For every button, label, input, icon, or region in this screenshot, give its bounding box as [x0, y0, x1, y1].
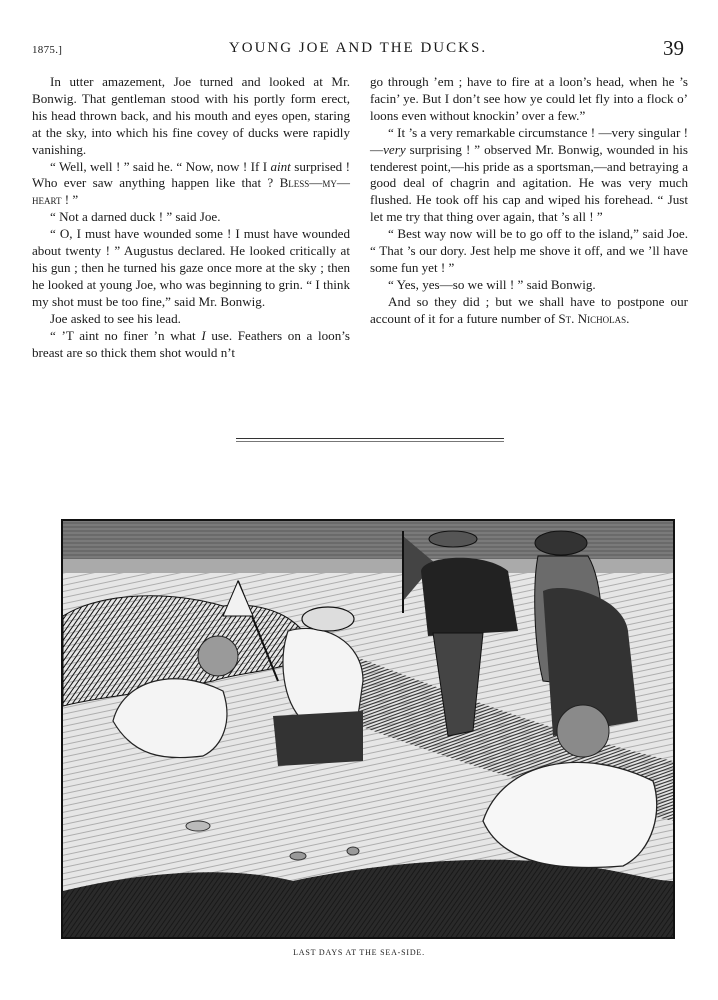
beach-scene-engraving [63, 521, 673, 937]
seated-girl-head [557, 705, 609, 757]
shell [186, 821, 210, 831]
text-run: And so they did ; but we shall have to postpone our account of it for a future number of [370, 293, 688, 326]
header-year: 1875.] [32, 44, 63, 56]
paragraph: “ Not a darned duck ! ” said Joe. [50, 209, 221, 225]
walking-girl-hat [535, 531, 587, 555]
running-header [32, 36, 684, 60]
right-column [370, 74, 688, 328]
section-divider [236, 438, 504, 439]
walking-boy-jacket [421, 558, 518, 636]
small-caps-run: St. Nicholas [558, 310, 627, 326]
small-caps-run: Bless—my—heart [32, 175, 350, 208]
text-run: “ ’T aint no finer ’n what [50, 327, 202, 343]
shell [347, 847, 359, 855]
kneeling-boy-trousers [273, 711, 363, 766]
italic-run: very [383, 141, 406, 157]
header-title: YOUNG JOE AND THE DUCKS. [228, 40, 488, 56]
text-run: surprised ! Who ever saw anything happen like that ? [32, 158, 350, 191]
page-number: 39 [663, 36, 684, 60]
paragraph [32, 159, 350, 210]
left-column [32, 74, 350, 361]
section-divider-thin [236, 441, 504, 442]
italic-run: aint [270, 158, 291, 174]
paragraph [370, 294, 688, 328]
paragraph: In utter amazement, Joe turned and looked at Mr. Bonwig. That gentleman stood with his portly form erect, his head thrown back, and his mouth and eyes open, staring at the sky, into which his fine covey of ducks were rapidly vanishing. [32, 74, 350, 157]
text-run: . [626, 310, 630, 326]
kneeling-boy-hat [302, 607, 354, 631]
paragraph: “ Best way now will be to go off to the island,” said Joe. “ That ’s our dory. Jest help me shove it off, and we ’ll have some fun yet ! ” [370, 226, 688, 275]
text-run: “ It ’s a very remarkable circumstance ! —very singular ! — [370, 124, 688, 157]
paragraph: go through ’em ; have to fire at a loon’s head, when he ’s facin’ ye. But I don’t see how ye could let fly into a flock o’ loons even without knockin’ over a few.” [370, 74, 688, 123]
paragraph [32, 328, 350, 362]
text-run: ! ” [61, 192, 79, 208]
paragraph: Joe asked to see his lead. [50, 310, 181, 326]
paragraph [370, 125, 688, 226]
walking-boy-hat [429, 531, 477, 547]
italic-run: I [201, 327, 206, 343]
shell [290, 852, 306, 860]
text-run: surprising ! ” observed Mr. Bonwig, wounded in his tenderest point,—his pride as a sportsman,—and betraying a good deal of chagrin and agitation. He was very much flushed. He took off his cap and wiped his forehead. “ Just let me try that thing over again, that ’s all ! ” [370, 141, 688, 225]
paragraph: “ O, I must have wounded some ! I must have wounded about twenty ! ” Augustus declared. He looked critically at his gun ; then he turned his gaze once more at the sky ; then he looked at young Joe, who was beginning to grin. “ I think my shot must be too fine,” said Mr. Bonwig. [32, 226, 350, 309]
text-run: use. Feathers on a loon’s breast are so thick them shot would n’t [32, 327, 351, 360]
paragraph: “ Yes, yes—so we will ! ” said Bonwig. [388, 276, 596, 292]
engraving-illustration [61, 519, 675, 939]
illustration-caption: LAST DAYS AT THE SEA-SIDE. [293, 948, 425, 957]
kneeling-girl-head [198, 636, 238, 676]
text-run: “ Well, well ! ” said he. “ Now, now ! If I [50, 158, 271, 174]
